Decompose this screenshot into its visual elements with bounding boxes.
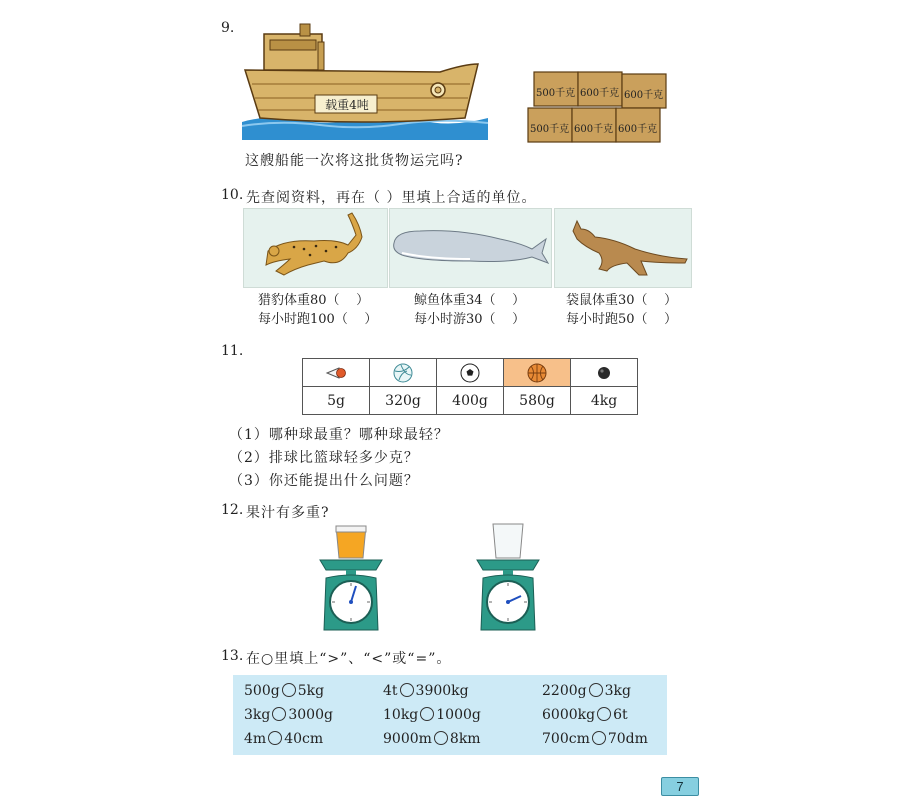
badminton-shuttlecock-icon bbox=[325, 366, 347, 380]
question-13-instruction: 在○里填上“>”、“<”或“=”。 bbox=[246, 651, 452, 667]
soccer-ball-icon bbox=[460, 363, 480, 383]
comparison-right: 1000g bbox=[436, 707, 481, 723]
page-number: 7 bbox=[661, 777, 699, 796]
comparison-item bbox=[542, 707, 628, 723]
answer-circle[interactable] bbox=[268, 731, 282, 745]
crate-label: 600千克 bbox=[580, 88, 620, 99]
comparison-left: 2200g bbox=[542, 683, 587, 699]
answer-circle[interactable] bbox=[420, 707, 434, 721]
scale-with-juice bbox=[316, 522, 386, 636]
kangaroo-panel bbox=[554, 208, 692, 288]
comparison-item bbox=[244, 731, 323, 747]
crate-label: 500千克 bbox=[530, 124, 570, 135]
question-11-number: 11. bbox=[221, 343, 244, 359]
comparison-left: 4m bbox=[244, 731, 267, 747]
whale-panel bbox=[389, 208, 552, 288]
whale-speed-text: 每小时游30（ ） bbox=[414, 312, 526, 327]
comparison-right: 3kg bbox=[604, 683, 631, 699]
kangaroo-speed-text: 每小时跑50（ ） bbox=[566, 312, 678, 327]
answer-circle[interactable] bbox=[400, 683, 414, 697]
ball-weight-row bbox=[303, 387, 638, 415]
comparison-item bbox=[383, 731, 481, 747]
question-10-instruction: 先查阅资料，再在（ ）里填上合适的单位。 bbox=[246, 190, 537, 206]
shot-put-icon bbox=[596, 365, 612, 381]
comparison-right: 6t bbox=[613, 707, 628, 723]
comparison-item bbox=[383, 683, 469, 699]
comparison-left: 3kg bbox=[244, 707, 271, 723]
crate-label: 600千克 bbox=[574, 124, 614, 135]
ball-weight-cell: 4kg bbox=[571, 387, 638, 415]
ball-cell bbox=[370, 359, 437, 387]
question-12-text: 果汁有多重? bbox=[246, 505, 330, 521]
whale-weight-text: 鲸鱼体重34（ ） bbox=[414, 293, 526, 308]
comparison-left: 4t bbox=[383, 683, 398, 699]
ball-cell bbox=[571, 359, 638, 387]
question-11-sub-2: （2）排球比篮球轻多少克？ bbox=[229, 450, 419, 466]
comparison-right: 3000g bbox=[288, 707, 333, 723]
answer-circle[interactable] bbox=[272, 707, 286, 721]
comparison-item bbox=[383, 707, 481, 723]
ball-weight-cell: 5g bbox=[303, 387, 370, 415]
comparison-right: 70dm bbox=[607, 731, 648, 747]
kangaroo-weight-text: 袋鼠体重30（ ） bbox=[566, 293, 678, 308]
comparison-left: 500g bbox=[244, 683, 280, 699]
comparison-box bbox=[233, 675, 667, 755]
question-9-text: 这艘船能一次将这批货物运完吗? bbox=[245, 153, 464, 169]
ball-weight-cell: 320g bbox=[370, 387, 437, 415]
comparison-left: 700cm bbox=[542, 731, 590, 747]
ball-weight-cell: 400g bbox=[437, 387, 504, 415]
cargo-crates bbox=[526, 66, 674, 146]
comparison-left: 9000m bbox=[383, 731, 432, 747]
comparison-right: 8km bbox=[449, 731, 481, 747]
question-9-number: 9. bbox=[221, 20, 235, 36]
cheetah-weight-text: 猎豹体重80（ ） bbox=[258, 293, 370, 308]
cheetah-panel bbox=[243, 208, 388, 288]
comparison-right: 5kg bbox=[297, 683, 325, 699]
comparison-item bbox=[244, 707, 333, 723]
answer-circle[interactable] bbox=[282, 683, 296, 697]
ball-icon-row bbox=[303, 359, 638, 387]
question-11-sub-1: （1）哪种球最重？哪种球最轻？ bbox=[229, 427, 449, 443]
comparison-item bbox=[542, 683, 631, 699]
scale-with-empty-glass bbox=[473, 522, 543, 636]
question-11-sub-3: （3）你还能提出什么问题？ bbox=[229, 473, 419, 489]
crate-label: 600千克 bbox=[624, 90, 664, 101]
crate-label: 500千克 bbox=[536, 88, 576, 99]
ball-cell bbox=[437, 359, 504, 387]
cheetah-speed-text: 每小时跑100（ ） bbox=[258, 312, 378, 327]
basketball-icon bbox=[527, 363, 547, 383]
answer-circle[interactable] bbox=[592, 731, 606, 745]
whale-image bbox=[390, 209, 551, 287]
comparison-right: 40cm bbox=[284, 731, 324, 747]
question-10-number: 10. bbox=[221, 187, 244, 203]
volleyball-icon bbox=[393, 363, 413, 383]
cargo-ship-illustration bbox=[240, 22, 490, 140]
ball-weight-table bbox=[302, 358, 638, 415]
comparison-item bbox=[542, 731, 648, 747]
ball-weight-cell: 580g bbox=[504, 387, 571, 415]
ball-cell bbox=[303, 359, 370, 387]
comparison-right: 3900kg bbox=[415, 683, 469, 699]
answer-circle[interactable] bbox=[589, 683, 603, 697]
kangaroo-image bbox=[555, 209, 691, 287]
cheetah-image bbox=[244, 209, 387, 287]
answer-circle[interactable] bbox=[434, 731, 448, 745]
question-12-number: 12. bbox=[221, 502, 244, 518]
comparison-left: 6000kg bbox=[542, 707, 596, 723]
ship-load-label: 载重4吨 bbox=[325, 98, 369, 112]
comparison-left: 10kg bbox=[383, 707, 419, 723]
ball-cell bbox=[504, 359, 571, 387]
crate-label: 600千克 bbox=[618, 124, 658, 135]
answer-circle[interactable] bbox=[597, 707, 611, 721]
question-13-number: 13. bbox=[221, 648, 244, 664]
comparison-item bbox=[244, 683, 324, 699]
